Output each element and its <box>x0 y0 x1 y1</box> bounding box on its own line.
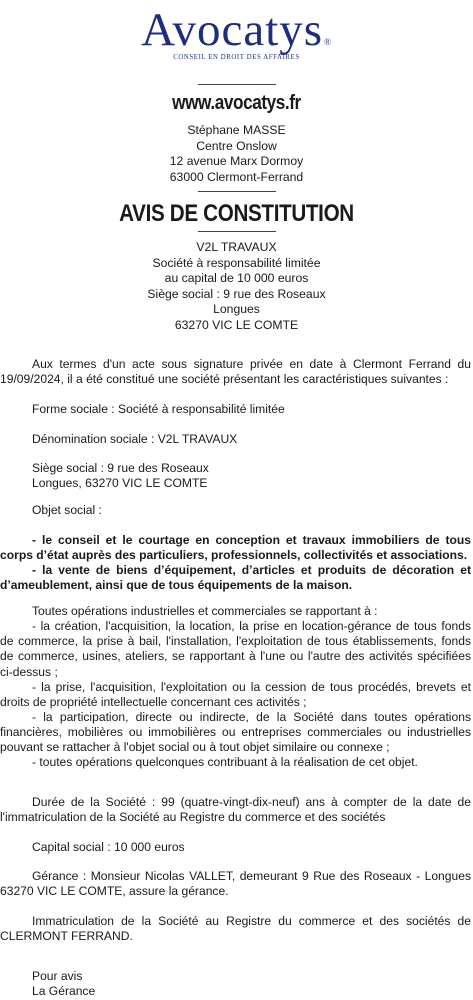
siege-line-1: Siège social : 9 rue des Roseaux <box>32 461 209 475</box>
immatriculation-text: Immatriculation de la Société au Registre du commerce et des sociétés de CLERMONT FERRAND. <box>0 914 471 944</box>
denomination-sociale <box>0 432 471 447</box>
objet-item-2 <box>0 563 471 593</box>
operations-item-1 <box>0 619 471 680</box>
address-line: 12 avenue Marx Dormoy <box>169 154 304 168</box>
address-line: Centre Onslow <box>196 138 277 153</box>
company-line: 63270 VIC LE COMTE <box>174 317 299 332</box>
law-firm-address <box>0 123 473 185</box>
operations-item-3 <box>0 710 471 756</box>
forme-text: Forme sociale : Société à responsabilité limitée <box>32 402 285 416</box>
divider-top <box>198 84 276 85</box>
address-line: Stéphane MASSE <box>187 123 286 137</box>
company-block <box>0 240 473 333</box>
objet-social-label <box>0 503 471 518</box>
denomination-text: Dénomination sociale : V2L TRAVAUX <box>32 432 238 446</box>
siege-line-2: Longues, 63270 VIC LE COMTE <box>32 476 208 491</box>
objet-item-1-text: - le conseil et le courtage en conception et travaux immobiliers de tous corps d’état auprès des particuliers, professionnels, collectivités et associations. <box>0 533 471 563</box>
logo-word: Avocatys <box>141 4 324 56</box>
forme-sociale <box>0 402 471 417</box>
logo-wordmark <box>141 2 332 58</box>
objet-item-2-text: - la vente de biens d’équipement, d’articles et produits de décoration et d’ameublement, ainsi que de tous équipements de la maison. <box>0 563 471 593</box>
operations-item-3-text: - la participation, directe ou indirecte, de la Société dans toutes opérations financières, mobilières ou immobilières ou entreprises commerciales ou industrielles pouvant se rattacher à l'objet social ou à tout objet similaire ou connexe ; <box>0 710 471 755</box>
capital-text: Capital social : 10 000 euros <box>32 840 185 854</box>
company-line: V2L TRAVAUX <box>196 240 277 254</box>
siege-social <box>0 461 471 491</box>
operations-label-text: Toutes opérations industrielles et commerciales se rapportant à : <box>32 604 378 618</box>
logo-registered-mark: ® <box>324 37 332 47</box>
divider-title <box>198 231 276 232</box>
company-line: Longues <box>213 302 260 316</box>
website-link[interactable]: www.avocatys.fr <box>172 92 301 114</box>
notice-title: AVIS DE CONSTITUTION <box>119 200 354 227</box>
divider-middle <box>198 191 276 192</box>
address-line: 63000 Clermont-Ferrand <box>169 169 304 184</box>
operations-item-2-text: - la prise, l'acquisition, l'exploitation ou la cession de tous procédés, brevets et droits de propriété intellectuelle concernant ces activités ; <box>0 680 471 710</box>
signature-line-2: La Gérance <box>32 984 96 999</box>
company-line: Société à responsabilité limitée <box>152 255 321 270</box>
operations-label <box>0 604 471 619</box>
company-line: Siège social : 9 rue des Roseaux <box>147 286 326 301</box>
duree-paragraph <box>0 795 471 825</box>
objet-item-1 <box>0 533 471 563</box>
avocatys-logo <box>0 2 473 61</box>
objet-label-text: Objet social : <box>32 503 102 517</box>
gerance-text: Gérance : Monsieur Nicolas VALLET, demeurant 9 Rue des Roseaux - Longues 63270 VIC LE COMTE, assure la gérance. <box>0 869 471 899</box>
gerance-paragraph <box>0 869 471 899</box>
capital-paragraph <box>0 840 471 855</box>
company-line: au capital de 10 000 euros <box>164 271 309 285</box>
logo-tagline: CONSEIL EN DROIT DES AFFAIRES <box>173 54 300 61</box>
operations-item-1-text: - la création, l'acquisition, la location, la prise en location-gérance de tous fonds de commerce, la prise à bail, l'installation, l'exploitation de tous établissements, fonds de commerce, usines, ateliers, se rapportant à l'une ou l'autre des activités spécifiées ci-dessus ; <box>0 619 471 679</box>
duree-text: Durée de la Société : 99 (quatre-vingt-dix-neuf) ans à compter de la date de l'immatriculation de la Société au Registre du commerce et des sociétés <box>0 795 471 825</box>
operations-item-4-text: - toutes opérations quelconques contribuant à la réalisation de cet objet. <box>32 755 418 769</box>
operations-item-4 <box>0 755 471 770</box>
intro-text: Aux termes d'un acte sous signature privée en date à Clermont Ferrand du 19/09/2024, il a été constitué une société présentant les caractéristiques suivantes : <box>0 357 471 387</box>
intro-paragraph <box>0 357 471 387</box>
operations-item-2 <box>0 680 471 710</box>
immatriculation-paragraph <box>0 914 471 944</box>
signature-block <box>0 969 471 999</box>
signature-line-1: Pour avis <box>32 969 83 983</box>
